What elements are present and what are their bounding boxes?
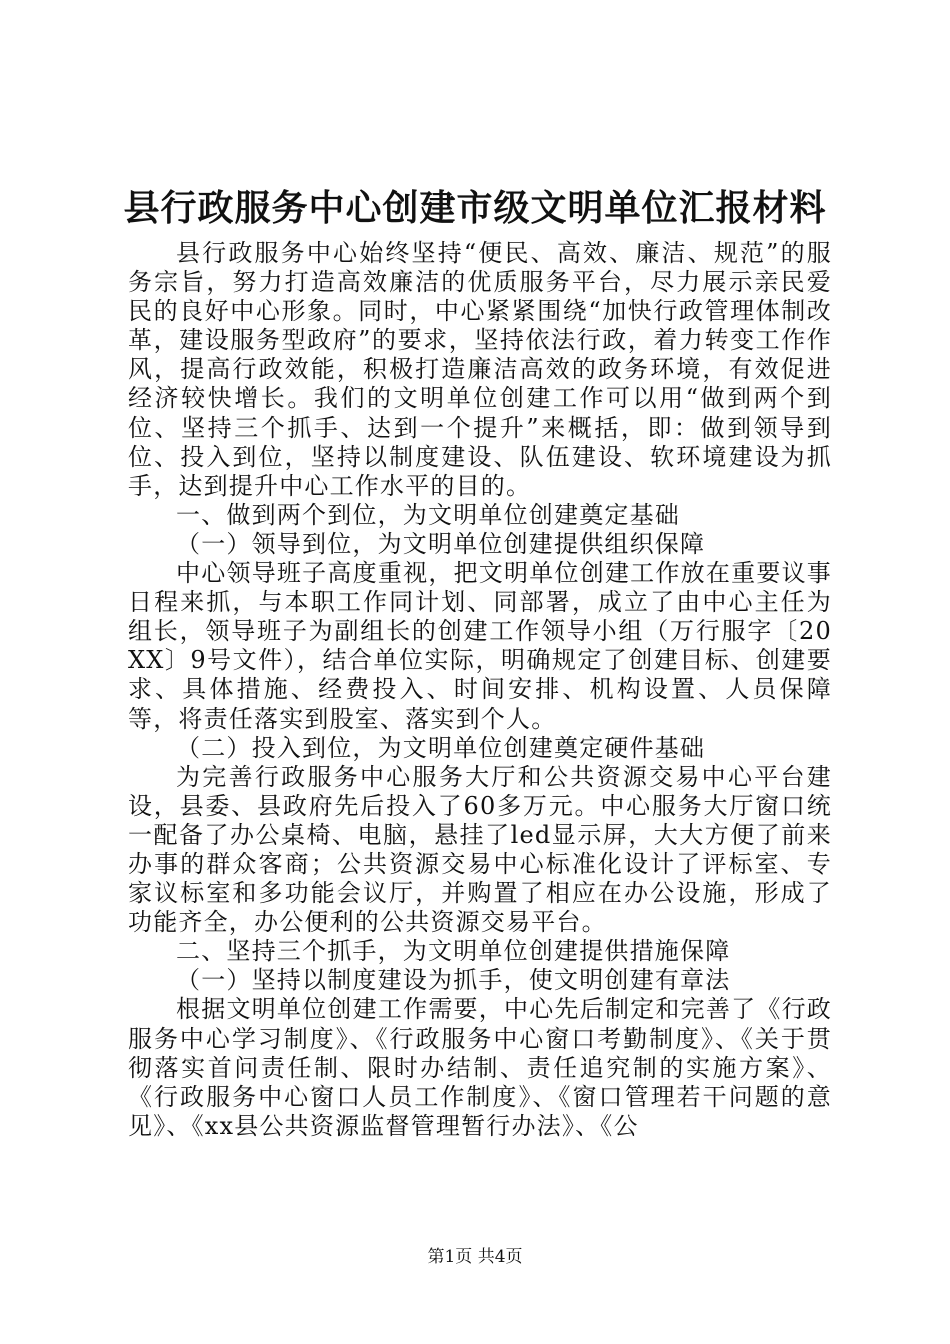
body-paragraph: 中心领导班子高度重视，把文明单位创建工作放在重要议事日程来抓，与本职工作同计划、同部署，成立了由中心主任为组长，领导班子为副组长的创建工作领导小组（万行服字〔20XX〕9号文件），结合单位实际，明确规定了创建目标、创建要求、具体措施、经费投入、时间安排、机构设置、人员保障等，将责任落实到股室、落实到个人。 <box>128 559 832 733</box>
subsection-heading-2-1: （一）坚持以制度建设为抓手，使文明创建有章法 <box>176 966 731 995</box>
subsection-heading-1-2: （二）投入到位，为文明单位创建奠定硬件基础 <box>176 733 706 762</box>
document-body <box>128 239 832 1141</box>
body-paragraph: 为完善行政服务中心服务大厅和公共资源交易中心平台建设，县委、县政府先后投入了60多万元。中心服务大厅窗口统一配备了办公桌椅、电脑，悬挂了led显示屏，大大方便了前来办事的群众客商；公共资源交易中心标准化设计了评标室、专家议标室和多功能会议厅，并购置了相应在办公设施，形成了功能齐全，办公便利的公共资源交易平台。 <box>128 762 832 937</box>
document-title: 县行政服务中心创建市级文明单位汇报材料 <box>123 187 827 229</box>
section-heading-1: 一、做到两个到位，为文明单位创建奠定基础 <box>176 500 680 529</box>
subsection-heading-1-1: （一）领导到位，为文明单位创建提供组织保障 <box>176 529 706 558</box>
section-heading-2: 二、坚持三个抓手，为文明单位创建提供措施保障 <box>176 937 731 966</box>
page-number: 第1页 共4页 <box>427 1247 523 1267</box>
body-paragraph: 根据文明单位创建工作需要，中心先后制定和完善了《行政服务中心学习制度》、《行政服务中心窗口考勤制度》、《关于贯彻落实首问责任制、限时办结制、责任追究制的实施方案》、《行政服务中心窗口人员工作制度》、《窗口管理若干问题的意见》、《xx县公共资源监督管理暂行办法》、《公 <box>128 995 832 1140</box>
intro-paragraph: 县行政服务中心始终坚持“便民、高效、廉洁、规范”的服务宗旨，努力打造高效廉洁的优质服务平台，尽力展示亲民爱民的良好中心形象。同时，中心紧紧围绕“加快行政管理体制改革，建设服务型政府”的要求，坚持依法行政，着力转变工作作风，提高行政效能，积极打造廉洁高效的政务环境，有效促进经济较快增长。我们的文明单位创建工作可以用“做到两个到位、坚持三个抓手、达到一个提升”来概括，即：做到领导到位、投入到位，坚持以制度建设、队伍建设、软环境建设为抓手，达到提升中心工作水平的目的。 <box>128 239 832 500</box>
